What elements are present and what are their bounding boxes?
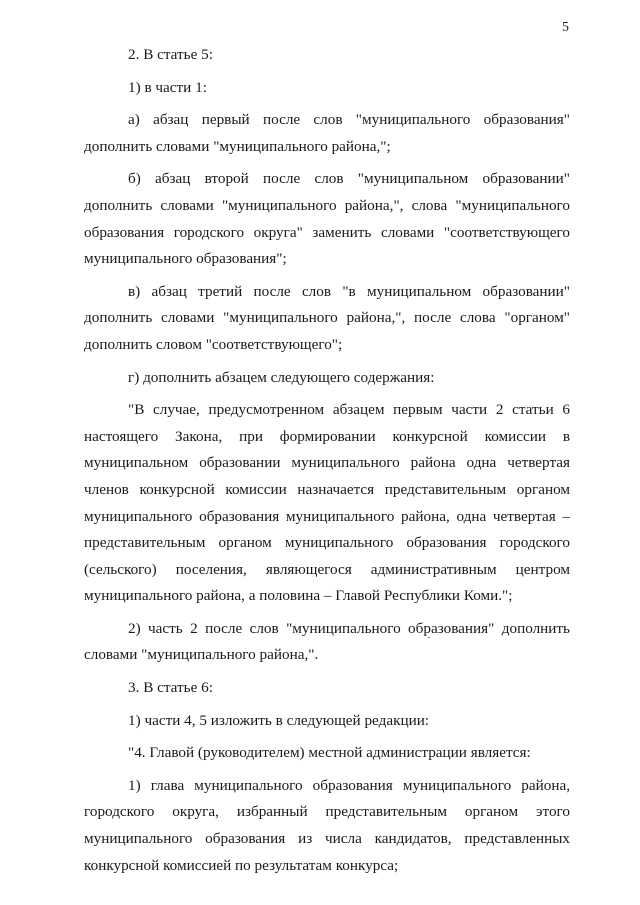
paragraph-part-1-heading: 1) в части 1: [128, 78, 207, 96]
paragraph-head-of-administration: "4. Главой (руководителем) местной администрации является: [128, 744, 531, 762]
paragraph-item-a: а) абзац первый после слов "муниципального образования" дополнить словами "муниципального района,"; [84, 111, 570, 155]
paragraph-item-g: г) дополнить абзацем следующего содержания: [128, 368, 435, 386]
scan-speck [428, 637, 430, 638]
paragraph-article-5-heading: 2. В статье 5: [128, 46, 213, 63]
paragraph-parts-4-5: 1) части 4, 5 изложить в следующей редакции: [128, 711, 430, 729]
paragraph-item-b: б) абзац второй после слов "муниципальном образовании" дополнить словами "муниципального района,", слова "муниципального образования городского округа" заменить словами "соответствующего муниципального образования"; [84, 170, 570, 268]
paragraph-quoted-insert: "В случае, предусмотренном абзацем первым части 2 статьи 6 настоящего Закона, при формировании конкурсной комиссии в муниципальном образовании муниципального района одна четвертая членов конкурсной комиссии назначается представительным органом муниципального образования муниципального района, одна четвертая – представительным органом муниципального образования городского (сельского) поселения, являющегося административным центром муниципального района, а половина – Главой Республики Коми."; [84, 401, 570, 605]
document-body [84, 42, 570, 879]
paragraph-part-2: 2) часть 2 после слов "муниципального образования" дополнить словами "муниципального района,". [84, 619, 570, 664]
paragraph-sub-item-1: 1) глава муниципального образования муниципального района, городского округа, избранный представительным органом этого муниципального образования из числа кандидатов, представленных конкурсной комиссией по результатам конкурса; [84, 776, 570, 874]
paragraph-item-v: в) абзац третий после слов "в муниципальном образовании" дополнить словами "муниципального района,", после слова "органом" дополнить словом "соответствующего"; [84, 282, 570, 353]
page-number: 5 [562, 20, 569, 35]
paragraph-article-6-heading: 3. В статье 6: [128, 679, 213, 697]
